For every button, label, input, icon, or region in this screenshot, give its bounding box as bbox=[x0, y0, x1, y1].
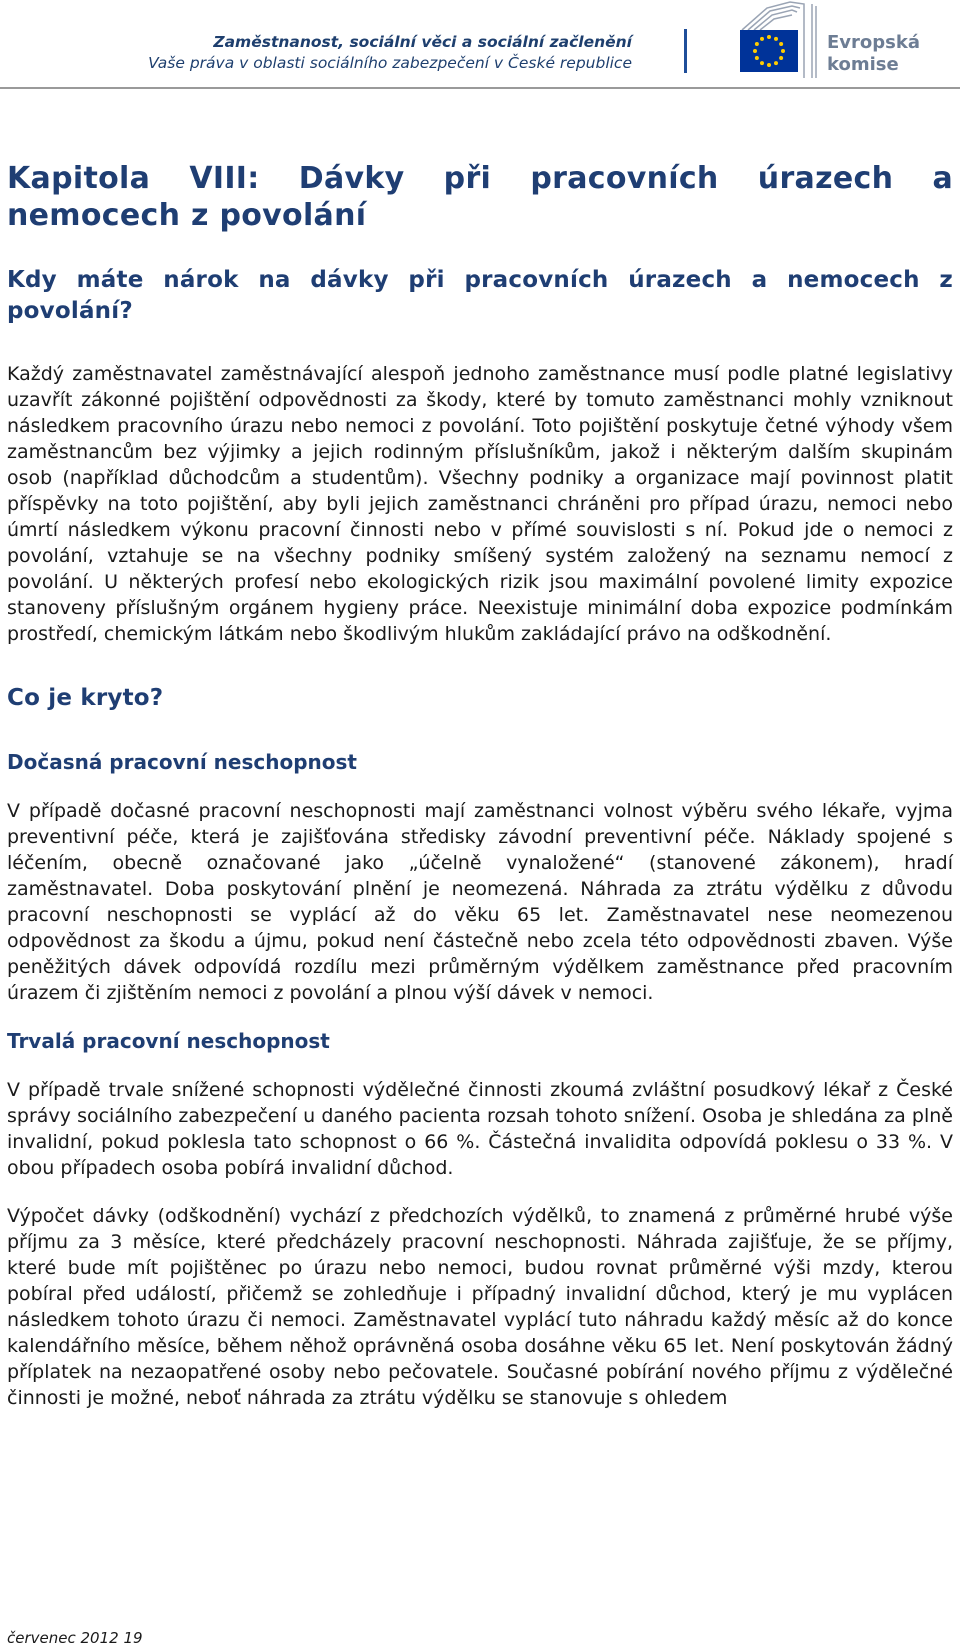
header-subtitle: Vaše práva v oblasti sociálního zabezpečení v České republice bbox=[148, 54, 632, 72]
section-heading-eligibility: Kdy máte nárok na dávky při pracovních úrazech a nemocech z povolání? bbox=[7, 267, 953, 324]
eu-star-icon bbox=[755, 56, 759, 60]
eu-star-icon bbox=[753, 49, 757, 53]
header-logo-separator bbox=[684, 29, 687, 73]
eu-star-icon bbox=[774, 37, 778, 41]
paragraph-eligibility: Každý zaměstnavatel zaměstnávající alespoň jednoho zaměstnance musí podle platné legislativy uzavřít zákonné pojištění odpovědnosti za škody, které by tomuto zaměstnanci mohly vzniknout následkem pracovního úrazu nebo nemoci z povolání. Toto pojištění poskytuje četné výhody všem zaměstnancům bez výjimky a jejich rodinným příslušníkům, jakož i některým dalším skupinám osob (například důchodcům a studentům). Všechny podniky a organizace mají povinnost platit příspěvky na toto pojištění, aby byli jejich zaměstnanci chráněni pro případ úrazu, nemoci nebo úmrtí následkem výkonu pracovní činnosti nebo v přímé souvislosti s ní. Pokud jde o nemoci z povolání, vztahuje se na všechny podniky smíšený systém založený na seznamu nemocí z povolání. U některých profesí nebo ekologických rizik jsou maximální povolené limity expozice stanoveny příslušným orgánem hygieny práce. Neexistuje minimální doba expozice podmínkám prostředí, chemickým látkám nebo škodlivým hlukům zakládající právo na odškodnění. bbox=[7, 363, 953, 645]
european-commission-logo bbox=[712, 0, 960, 86]
subheading-permanent-incapacity: Trvalá pracovní neschopnost bbox=[7, 1029, 330, 1053]
section-heading-coverage: Co je kryto? bbox=[7, 685, 164, 711]
paragraph-permanent-incapacity-2: Výpočet dávky (odškodnění) vychází z předchozích výdělků, to znamená z průměrné hrubé výše příjmu za 3 měsíce, které předcházely pracovní neschopnosti. Náhrada zajišťuje, že se příjmy, které bude mít pojištěnec po úrazu nebo nemoci, budou rovnat průměrné výši mzdy, kterou pobíral před událostí, přičemž se zohledňuje i případný invalidní důchod, který je mu vyplácen následkem tohoto úrazu či nemoci. Zaměstnavatel vyplácí tuto náhradu každý měsíc až do konce kalendářního měsíce, během něhož oprávněná osoba dosáhne věku 65 let. Není poskytován žádný příplatek na nezaopatřené osoby nebo pečovatele. Současné pobírání nového příjmu z výdělečné činnosti je možné, neboť náhrada za ztrátu výdělku se stanovuje s ohledem bbox=[7, 1205, 953, 1409]
eu-star-icon bbox=[774, 61, 778, 65]
eu-star-icon bbox=[767, 63, 771, 67]
eu-star-icon bbox=[779, 56, 783, 60]
eu-star-icon bbox=[760, 61, 764, 65]
page-header bbox=[0, 0, 960, 88]
logo-text-line2: komise bbox=[827, 54, 899, 75]
logo-text-line1: Evropská bbox=[827, 32, 920, 53]
page-footer: červenec 2012 19 bbox=[7, 1629, 143, 1647]
eu-star-icon bbox=[767, 35, 771, 39]
eu-star-icon bbox=[779, 42, 783, 46]
eu-star-icon bbox=[781, 49, 785, 53]
paragraph-temporary-incapacity: V případě dočasné pracovní neschopnosti mají zaměstnanci volnost výběru svého lékaře, vyjma preventivní péče, která je zajišťována středisky závodní preventivní péče. Náklady spojené s léčením, obecně označované jako „účelně vynaložené“ (stanovené zákonem), hradí zaměstnavatel. Doba poskytování plnění je neomezená. Náhrada za ztrátu výdělku z důvodu pracovní neschopnosti se vyplácí až do věku 65 let. Zaměstnavatel nese neomezenou odpovědnost za škodu a újmu, pokud není částečně nebo zcela této odpovědnosti zbaven. Výše peněžitých dávek odpovídá rozdílu mezi průměrným výdělkem zaměstnance před pracovním úrazem či zjištěním nemoci z povolání a plnou výší dávek v nemoci. bbox=[7, 800, 953, 1004]
paragraph-permanent-incapacity-1: V případě trvale snížené schopnosti výdělečné činnosti zkoumá zvláštní posudkový lékař z České správy sociálního zabezpečení u daného pacienta rozsah tohoto snížení. Osoba je shledána za plně invalidní, pokud poklesla tato schopnost o 66 %. Částečná invalidita odpovídá poklesu o 33 %. V obou případech osoba pobírá invalidní důchod. bbox=[7, 1079, 953, 1179]
chapter-title: Kapitola VIII: Dávky při pracovních úrazech a nemocech z povolání bbox=[7, 161, 953, 233]
subheading-temporary-incapacity: Dočasná pracovní neschopnost bbox=[7, 750, 357, 774]
page-content bbox=[7, 160, 953, 1411]
header-title: Zaměstnanost, sociální věci a sociální začlenění bbox=[213, 33, 632, 51]
eu-star-icon bbox=[755, 42, 759, 46]
header-divider bbox=[0, 87, 960, 89]
header-text-block bbox=[148, 32, 632, 74]
eu-star-icon bbox=[760, 37, 764, 41]
